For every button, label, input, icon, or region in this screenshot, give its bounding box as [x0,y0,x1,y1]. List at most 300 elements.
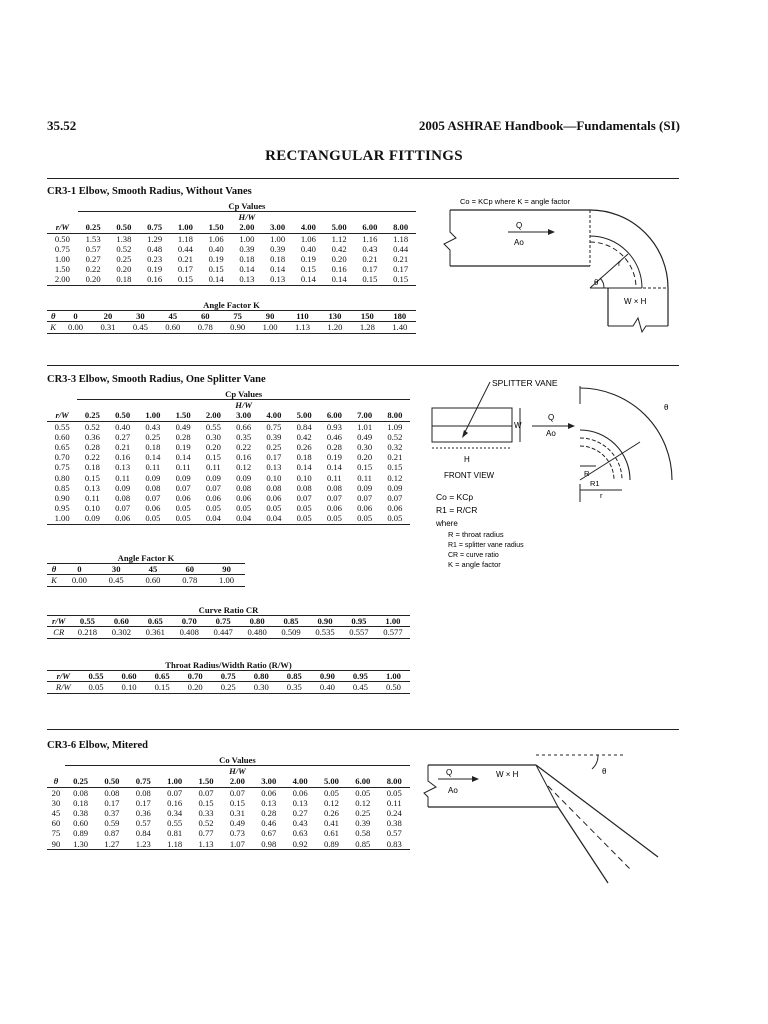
table-cell: 1.40 [384,322,416,333]
table-caption: Curve Ratio CR [47,605,410,616]
table-cell: 0.08 [73,787,89,798]
table-cell: 0.38 [386,818,402,829]
table-cell: 0.11 [175,462,191,473]
table-cell: 0.52 [198,818,214,829]
table-cell: 0.18 [84,462,100,473]
table-cell: 0.52 [116,243,132,254]
table-cell: 0.49 [175,421,191,432]
table-cell: 0.05 [350,513,380,524]
table-cell: 0.09 [387,482,403,493]
table-cell: 0.43 [145,421,161,432]
table-row [47,798,410,808]
table-cell: 1.00 [208,575,245,586]
table-cell: 0.11 [85,493,100,504]
column-header: 8.00 [380,410,410,421]
cr33-curve-ratio-table [47,605,410,639]
front-view-label: FRONT VIEW [444,471,495,480]
table-row [47,755,410,766]
column-header: 90 [254,311,286,322]
table-cell: 0.40 [311,682,344,693]
table-cell: 0.19 [300,254,316,265]
table-cell: 0.40 [115,421,131,432]
table-cell: 0.06 [236,493,252,504]
cr31-formula: Co = KCp where K = angle factor [460,197,571,206]
column-header: 0.90 [308,616,342,627]
row-label: 1.00 [54,254,70,265]
table-cell: K [47,575,61,586]
def-throat: R = throat radius [448,530,504,539]
cr31-theta-label: θ [594,278,599,287]
table-cell: 0.17 [177,264,193,275]
column-header: 90 [208,564,245,575]
table-row [47,828,410,838]
column-header: 1.50 [201,222,232,233]
table-cell: 0.14 [239,264,255,275]
table-cell: 1.18 [393,233,409,244]
row-header: r/W [47,222,78,233]
table-cell: 0.22 [236,442,252,453]
column-header: 0.70 [179,671,212,682]
table-row [47,493,410,503]
table-row [47,553,245,564]
section-divider [47,365,679,366]
table-cell: 1.00 [254,322,286,333]
column-header: 1.00 [159,776,190,787]
table-cell: 0.27 [115,431,131,442]
table-cell: 0.361 [138,627,172,638]
column-header: 0 [61,564,98,575]
table-ratio-label: H/W [235,400,252,411]
cr36-q-label: Q [446,768,453,777]
column-header: 1.00 [377,671,410,682]
table-cell: 0.16 [115,452,131,463]
cr31-wh-label: W × H [624,297,647,306]
table-row [47,660,410,671]
table-cell: 0.06 [261,787,277,798]
table-cell: 0.17 [104,797,120,808]
table-cell: 0.23 [147,254,163,265]
table-cell: 1.18 [159,839,190,850]
table-cell: 0.20 [331,254,347,265]
table-cell: 0.89 [316,839,347,850]
column-header: r/W [47,671,80,682]
table-cell: 0.40 [300,243,316,254]
column-header: 0.85 [274,616,308,627]
table-cell: R/W [47,682,80,693]
table-cell: 0.05 [205,503,221,514]
table-ratio-label: H/W [229,766,246,777]
table-cell: 1.09 [387,421,403,432]
column-header: 0.25 [77,410,107,421]
table-cell: 0.13 [261,797,277,808]
table-cell: 0.07 [296,493,312,504]
table-row [47,766,410,777]
table-cell: 0.12 [387,472,403,483]
table-cell: 0.57 [85,243,101,254]
column-header: 0.25 [65,776,96,787]
column-header: 0.60 [113,671,146,682]
table-cell: 0.16 [236,452,252,463]
table-cell: 0.09 [115,482,131,493]
table-cell: 0.06 [357,503,373,514]
table-cell: 0.78 [171,575,208,586]
table-cell: 0.11 [386,797,402,808]
table-cell: 0.28 [84,442,100,453]
table-cell: 1.28 [351,322,383,333]
column-header: 20 [92,311,124,322]
table-caption: Angle Factor K [47,300,416,311]
table-cell: 0.25 [145,431,161,442]
table-cell: 0.19 [147,264,163,275]
table-cell: 0.38 [73,808,89,819]
table-cell: 0.49 [357,431,373,442]
table-cell: 0.07 [175,482,191,493]
table-cell: 0.22 [85,264,101,275]
table-cell: 0.15 [300,264,316,275]
table-cell: 0.25 [212,682,245,693]
table-row [47,244,416,254]
cr31-figure [428,192,682,337]
table-cell: 0.30 [245,682,278,693]
table-cell: 0.11 [115,472,130,483]
column-header: 3.00 [262,222,293,233]
column-header: 0.95 [342,616,376,627]
table-cell: 0.08 [296,482,312,493]
table-cell: 0.15 [357,462,373,473]
table-cell: 0.15 [387,462,403,473]
table-cell: 1.00 [270,233,286,244]
table-cell: 0.46 [326,431,342,442]
table-cell: 0.41 [323,818,339,829]
table-cell: 1.18 [177,233,193,244]
table-cell: 0.06 [205,493,221,504]
table-cell: 0.05 [236,503,252,514]
table-cell: 1.38 [116,233,132,244]
cr33-table [47,389,410,525]
table-cell: 0.14 [324,274,355,285]
table-cell: 0.21 [177,254,193,265]
def-angle: K = angle factor [448,560,501,569]
column-header: 1.50 [168,410,198,421]
table-cell: 0.27 [85,254,101,265]
column-header: 0.70 [172,616,206,627]
table-cell: 0.408 [172,627,206,638]
table-cell: 1.00 [239,233,255,244]
table-cell: 0.98 [253,839,284,850]
table-cell: 0.04 [229,513,259,524]
table-cell: 0.21 [362,254,378,265]
table-cell: 0.14 [145,452,161,463]
table-cell: 0.13 [292,797,308,808]
table-cell: 0.14 [270,264,286,275]
table-cell: 0.26 [296,442,312,453]
cr33-angle-table [47,553,245,587]
table-cell: 0.08 [236,482,252,493]
table-cell: 0.07 [167,787,183,798]
table-cell: 0.08 [104,787,120,798]
table-cell: 0.00 [59,322,91,333]
row-label: 2.00 [47,274,78,285]
table-cell: 0.19 [208,254,224,265]
table-cell: 0.11 [206,462,221,473]
table-cell: 0.21 [115,442,131,453]
table-cell: 0.14 [296,462,312,473]
table-cell: 0.40 [208,243,224,254]
table-cell: 0.30 [205,431,221,442]
table-cell: 0.18 [109,274,140,285]
table-cell: 0.06 [108,513,138,524]
table-cell: 0.18 [145,442,161,453]
table-cell: CR [47,627,70,638]
table-cell: 0.06 [266,493,282,504]
table-row [47,839,410,850]
table-cell: 0.84 [296,421,312,432]
table-cell: 0.13 [115,462,131,473]
table-cell: K [47,322,59,333]
row-label: 1.50 [54,264,70,275]
table-cell: 0.15 [146,682,179,693]
table-cell: 0.04 [198,513,228,524]
table-cell: 0.45 [344,682,377,693]
table-cell: 0.31 [229,808,245,819]
cr31-title: CR3-1 Elbow, Smooth Radius, Without Vanes [47,186,252,197]
column-header: r/W [47,616,70,627]
table-cell: 0.557 [342,627,376,638]
table-cell: 0.73 [229,828,245,839]
table-cell: 0.43 [292,818,308,829]
table-cell: 0.509 [274,627,308,638]
column-header: 4.00 [284,776,315,787]
table-row [47,671,410,682]
table-cell: 0.10 [266,472,282,483]
row-label: 45 [51,808,61,819]
table-cell: 0.06 [387,503,403,514]
table-cell: 0.42 [331,243,347,254]
column-header: 4.00 [259,410,289,421]
row-header: r/W [47,410,77,421]
row-label: 0.95 [54,503,70,514]
table-cell: 0.60 [73,818,89,829]
column-header: 130 [319,311,351,322]
table-cell: 0.55 [167,818,183,829]
r-small-label: r [600,491,603,500]
column-header: 0.75 [139,222,170,233]
table-cell: 0.05 [323,787,339,798]
table-cell: 0.218 [70,627,104,638]
table-cell: 0.15 [198,797,214,808]
table-cell: 1.20 [319,322,351,333]
cr33-figure [428,376,682,574]
column-header: 7.00 [350,410,380,421]
table-cell: 0.07 [387,493,403,504]
table-cell: 0.05 [355,787,371,798]
table-row [47,627,410,638]
table-row [47,452,410,462]
column-header: 0.80 [245,671,278,682]
cr36-figure [418,737,674,887]
table-cell: 1.13 [286,322,318,333]
table-cell: 0.45 [124,322,156,333]
column-header: 5.00 [324,222,355,233]
table-cell: 0.447 [206,627,240,638]
table-cell: 0.85 [347,839,378,850]
column-header: 0 [59,311,91,322]
table-cell: 0.05 [319,513,349,524]
table-cell: 0.89 [73,828,89,839]
table-cell: 1.27 [96,839,127,850]
table-cell: 1.12 [331,233,347,244]
cr33-throat-ratio-table [47,660,410,694]
table-cell: 0.535 [308,627,342,638]
cr33-ao-label: Ao [546,429,556,438]
table-cell: 0.16 [331,264,347,275]
table-cell: 1.16 [362,233,378,244]
column-header: 0.95 [344,671,377,682]
cr33-title: CR3-3 Elbow, Smooth Radius, One Splitter Vane [47,374,266,385]
column-header: θ [47,564,61,575]
table-row [47,421,410,432]
column-header: 0.90 [311,671,344,682]
table-cell: 0.08 [326,482,342,493]
table-row [47,300,416,311]
table-cell: 0.20 [357,452,373,463]
table-cell: 0.35 [236,431,252,442]
column-header: 60 [171,564,208,575]
table-row [47,233,416,244]
column-header: 2.00 [222,776,253,787]
page-title: RECTANGULAR FITTINGS [265,148,463,164]
table-cell: 0.11 [357,472,372,483]
table-cell: 1.23 [128,839,159,850]
table-cell: 0.20 [116,264,132,275]
table-cell: 0.39 [239,243,255,254]
table-row [47,682,410,693]
table-row [47,264,416,274]
table-cell: 0.67 [261,828,277,839]
table-cell: 0.08 [115,493,131,504]
table-cell: 0.15 [205,452,221,463]
table-cell: 0.34 [167,808,183,819]
table-row [47,808,410,818]
table-cell: 0.36 [135,808,151,819]
row-label: 0.50 [54,233,70,244]
column-header: 3.00 [253,776,284,787]
table-row [47,787,410,798]
table-cell: 0.90 [221,322,253,333]
table-cell: 0.05 [80,682,113,693]
table-row [47,274,416,285]
table-cell: 0.78 [189,322,221,333]
table-caption: Cp Values [77,389,410,400]
table-row [47,776,410,787]
table-cell: 0.27 [292,808,308,819]
eq-r1: R1 = R/CR [436,505,478,515]
cr31-angle-table [47,300,416,334]
table-cell: 0.58 [355,828,371,839]
table-cell: 0.31 [92,322,124,333]
section-divider [47,729,679,730]
column-header: 75 [221,311,253,322]
cr31-r-label: r [618,259,621,268]
table-cell: 0.60 [157,322,189,333]
table-cell: 0.92 [284,839,315,850]
table-cell: 0.60 [135,575,172,586]
column-header: 2.00 [198,410,228,421]
table-cell: 0.09 [77,513,107,524]
column-header: 60 [189,311,221,322]
table-cell: 1.06 [208,233,224,244]
table-cell: 0.83 [379,839,411,850]
column-header: 0.50 [96,776,127,787]
splitter-vane-label: SPLITTER VANE [492,378,558,388]
table-cell: 0.39 [270,243,286,254]
table-cell: 0.37 [104,808,120,819]
table-cell: 0.05 [386,787,402,798]
table-cell: 0.05 [266,503,282,514]
table-cell: 0.25 [116,254,132,265]
column-header: 3.00 [229,410,259,421]
table-cell: 0.36 [84,431,100,442]
table-row [47,311,416,322]
column-header: 0.50 [108,410,138,421]
table-row [47,400,410,411]
table-row [47,605,410,616]
table-cell: 0.25 [355,808,371,819]
table-cell: 0.93 [326,421,342,432]
table-cell: 0.07 [145,493,161,504]
table-cell: 0.05 [168,513,198,524]
column-header: 45 [157,311,189,322]
table-cell: 0.75 [266,421,282,432]
table-cell: 0.15 [385,274,416,285]
table-row [47,410,410,421]
table-cell: 0.49 [229,818,245,829]
column-header: 0.50 [109,222,140,233]
column-header: 5.00 [316,776,347,787]
table-cell: 0.25 [266,442,282,453]
row-label: 0.60 [54,431,70,442]
column-header: 180 [384,311,416,322]
column-header: θ [47,311,59,322]
table-cell: 0.09 [236,472,252,483]
where-label: where [436,519,458,528]
table-cell: 0.13 [232,274,263,285]
table-cell: 0.06 [175,493,191,504]
column-header: 5.00 [289,410,319,421]
row-label: 0.55 [54,421,70,432]
table-cell: 0.13 [84,482,100,493]
table-cell: 0.07 [357,493,373,504]
table-cell: 0.18 [239,254,255,265]
column-header: 0.75 [128,776,159,787]
table-cell: 0.09 [357,482,373,493]
table-cell: 0.32 [387,442,403,453]
table-cell: 0.05 [175,503,191,514]
table-row [47,564,245,575]
cr36-table [47,755,410,850]
table-cell: 0.05 [138,513,168,524]
table-row [47,254,416,264]
table-cell: 0.11 [327,472,342,483]
table-cell: 0.14 [326,462,342,473]
table-caption: Angle Factor K [47,553,245,564]
table-cell: 0.12 [323,797,339,808]
table-cell: 0.07 [115,503,131,514]
column-header: 1.00 [138,410,168,421]
table-cell: 0.17 [266,452,282,463]
column-header: 110 [286,311,318,322]
row-label: 0.65 [54,442,70,453]
